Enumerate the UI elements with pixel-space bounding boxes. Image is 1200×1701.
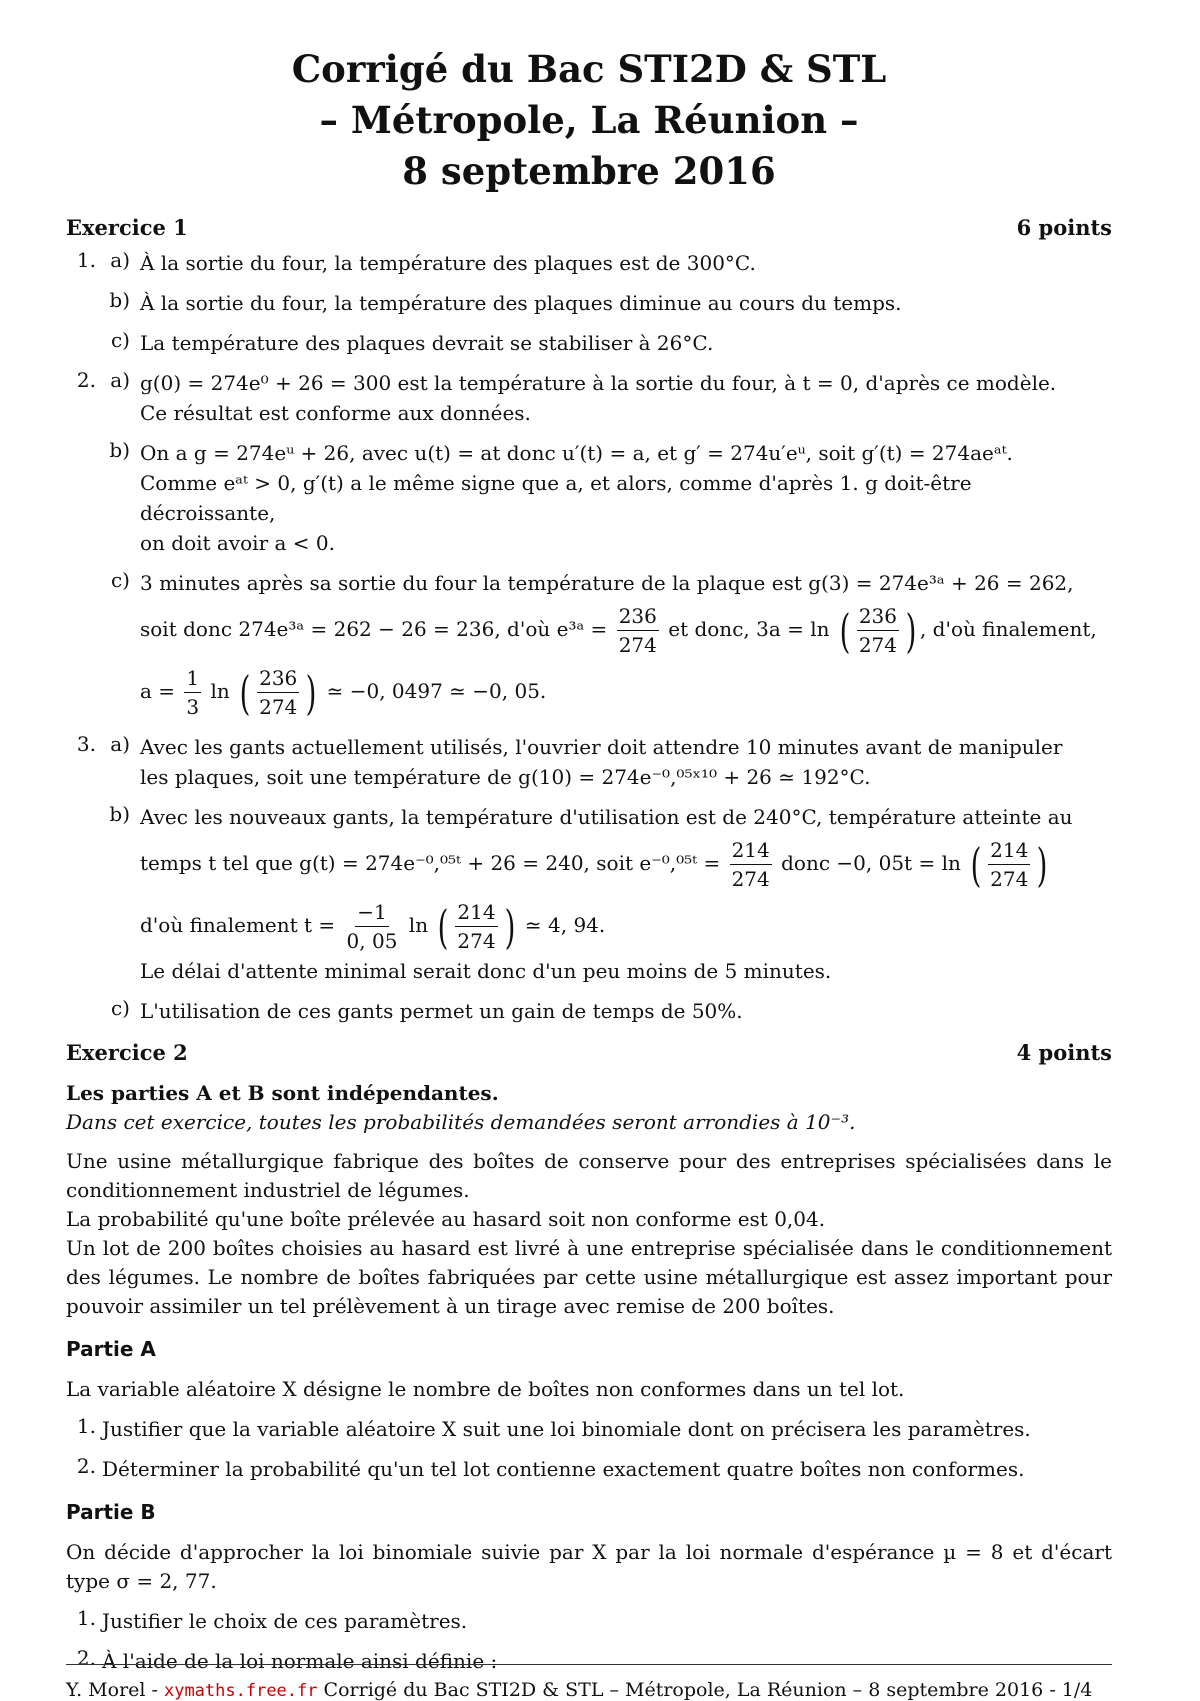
denominator: 274	[731, 867, 770, 891]
question-1	[66, 248, 1112, 368]
question-number: 1.	[76, 248, 96, 272]
question-number: 3.	[76, 732, 96, 756]
denominator: 0, 05	[346, 929, 398, 953]
numerator: 1	[184, 664, 201, 693]
question-number: 2.	[76, 1646, 96, 1670]
numerator: 214	[988, 836, 1030, 865]
answer-line: les plaques, soit une température de g(10) = 274e⁻⁰,⁰⁵ˣ¹⁰ + 26 ≃ 192°C.	[140, 765, 871, 789]
answer-line: On a g = 274eᵘ + 26, avec u(t) = at donc u′(t) = a, et g′ = 274u′eᵘ, soit g′(t) = 274aeᵃᵗ.	[140, 441, 1013, 465]
sub-label: a)	[110, 732, 130, 756]
question-3a	[102, 732, 1112, 792]
exercise-1-title: Exercice 1	[66, 215, 188, 240]
fraction	[345, 898, 400, 955]
numerator: 236	[617, 602, 659, 631]
part-b-intro: On décide d'approcher la loi binomiale suivie par X par la loi normale d'espérance µ = 8 et d'écart type σ = 2, 77.	[66, 1540, 1112, 1593]
text-segment: et donc, 3a = ln	[668, 617, 830, 641]
text-segment: donc −0, 05t = ln	[781, 851, 961, 875]
page-footer	[66, 1664, 1112, 1701]
fraction	[184, 664, 201, 721]
text-segment: ≃ −0, 0497 ≃ −0, 05.	[326, 679, 547, 703]
answer-text: L'utilisation de ces gants permet un gain de temps de 50%.	[140, 999, 743, 1023]
answer-text: À la sortie du four, la température des plaques diminue au cours du temps.	[140, 291, 902, 315]
title-line-3: 8 septembre 2016	[402, 149, 776, 193]
denominator: 3	[186, 695, 200, 719]
paragraph: Un lot de 200 boîtes choisies au hasard est livré à une entreprise spécialisée dans le conditionnement des légumes. Le nombre de boîtes fabriquées par cette usine métallurgique est assez important pour pouvoir assimiler un tel prélèvement à un tirage avec remise de 200 boîtes.	[66, 1236, 1112, 1318]
footer-author: Y. Morel -	[66, 1679, 164, 1701]
parenthesized-fraction: ( $\frac{214}{274}$ )	[438, 899, 515, 954]
footer-text: Corrigé du Bac STI2D & STL – Métropole, La Réunion – 8 septembre 2016 - 1/4	[323, 1679, 1093, 1701]
question-3	[66, 732, 1112, 1036]
parts-independent-note: Les parties A et B sont indépendantes.	[66, 1081, 499, 1105]
part-a-questions	[66, 1414, 1112, 1484]
exercise-1-points: 6 points	[1016, 215, 1112, 240]
sub-label: c)	[110, 568, 130, 592]
exercise-2-header	[66, 1040, 1112, 1065]
answer-line	[140, 660, 1112, 722]
denominator: 274	[457, 929, 496, 953]
answer-line	[140, 894, 1112, 956]
list-item	[66, 1606, 1112, 1636]
sub-label: b)	[109, 288, 130, 312]
answer-line: Avec les gants actuellement utilisés, l'ouvrier doit attendre 10 minutes avant de manipuler	[140, 735, 1063, 759]
text-segment: ln	[210, 679, 230, 703]
text-segment: temps t tel que g(t) = 274e⁻⁰,⁰⁵ᵗ + 26 = 240, soit e⁻⁰,⁰⁵ᵗ =	[140, 851, 721, 875]
exercise-2-title: Exercice 2	[66, 1040, 188, 1065]
denominator: 274	[618, 633, 657, 657]
text-segment: ≃ 4, 94.	[524, 913, 606, 937]
exercise-1-header	[66, 215, 1112, 240]
question-2	[66, 368, 1112, 732]
numerator: 236	[857, 602, 899, 631]
answer-line	[140, 598, 1112, 660]
denominator: 274	[858, 633, 898, 657]
title-line-1: Corrigé du Bac STI2D & STL	[291, 47, 887, 91]
answer-line: g(0) = 274e⁰ + 26 = 300 est la température à la sortie du four, à t = 0, d'après ce modèle.	[140, 371, 1057, 395]
answer-line: on doit avoir a < 0.	[140, 531, 335, 555]
answer-line: 3 minutes après sa sortie du four la température de la plaque est g(3) = 274e³ᵃ + 26 = 262,	[140, 571, 1074, 595]
question-2c	[102, 568, 1112, 722]
sub-label: a)	[110, 248, 130, 272]
sub-label: a)	[110, 368, 130, 392]
footer-site-link[interactable]: xymaths.free.fr	[163, 1681, 318, 1701]
answer-text: À la sortie du four, la température des plaques est de 300°C.	[140, 251, 756, 275]
question-1b	[102, 288, 1112, 318]
numerator: −1	[355, 898, 388, 927]
part-a-intro: La variable aléatoire X désigne le nombre de boîtes non conformes dans un tel lot.	[66, 1377, 905, 1401]
answer-text: La température des plaques devrait se stabiliser à 26°C.	[140, 331, 714, 355]
answer-line	[140, 832, 1112, 894]
text-segment: d'où finalement t =	[140, 913, 336, 937]
question-2a	[102, 368, 1112, 428]
question-text: Justifier le choix de ces paramètres.	[102, 1609, 468, 1633]
question-number: 1.	[76, 1414, 96, 1438]
text-segment: a =	[140, 679, 176, 703]
answer-line: Comme eᵃᵗ > 0, g′(t) a le même signe que a, et alors, comme d'après 1. g doit-être décroissante,	[140, 471, 972, 525]
question-1a	[102, 248, 1112, 278]
parenthesized-fraction: ( $\frac{214}{274}$ )	[970, 837, 1048, 892]
title-line-2: – Métropole, La Réunion –	[319, 98, 859, 142]
question-3b	[102, 802, 1112, 986]
question-number: 2.	[76, 368, 96, 392]
text-segment: , d'où finalement,	[919, 617, 1097, 641]
paragraph: Une usine métallurgique fabrique des boîtes de conserve pour des entreprises spécialisées dans le conditionnement industriel de légumes.	[66, 1149, 1112, 1202]
question-number: 2.	[76, 1454, 96, 1478]
document-title	[66, 44, 1112, 197]
list-item	[66, 1454, 1112, 1484]
part-a-title: Partie A	[66, 1337, 156, 1361]
question-1c	[102, 328, 1112, 358]
paragraph: La probabilité qu'une boîte prélevée au hasard soit non conforme est 0,04.	[66, 1207, 826, 1231]
question-text: Justifier que la variable aléatoire X suit une loi binomiale dont on précisera les paramètres.	[102, 1417, 1031, 1441]
denominator: 274	[990, 867, 1029, 891]
answer-line: Le délai d'attente minimal serait donc d'un peu moins de 5 minutes.	[140, 959, 832, 983]
parenthesized-fraction: ( $\frac{236}{274}$ )	[839, 603, 917, 658]
answer-line: Ce résultat est conforme aux données.	[140, 401, 531, 425]
question-number: 1.	[76, 1606, 96, 1630]
question-text: Déterminer la probabilité qu'un tel lot contienne exactement quatre boîtes non conformes.	[102, 1457, 1025, 1481]
answer-line: Avec les nouveaux gants, la température d'utilisation est de 240°C, température atteinte au	[140, 805, 1073, 829]
sub-label: b)	[109, 438, 130, 462]
sub-label: c)	[110, 328, 130, 352]
rounding-note: Dans cet exercice, toutes les probabilités demandées seront arrondies à 10⁻³.	[66, 1110, 856, 1134]
list-item	[66, 1414, 1112, 1444]
numerator: 236	[257, 664, 299, 693]
sub-label: c)	[110, 996, 130, 1020]
parenthesized-fraction: ( $\frac{236}{274}$ )	[239, 665, 317, 720]
question-3c	[102, 996, 1112, 1026]
fraction	[617, 602, 659, 659]
sub-label: b)	[109, 802, 130, 826]
text-segment: ln	[408, 913, 429, 937]
exercise-2-points: 4 points	[1016, 1040, 1112, 1065]
fraction	[730, 836, 772, 893]
text-segment: soit donc 274e³ᵃ = 262 − 26 = 236, d'où e³ᵃ =	[140, 617, 608, 641]
part-b-title: Partie B	[66, 1500, 156, 1524]
document-page	[66, 44, 1112, 1686]
numerator: 214	[455, 898, 497, 927]
question-text: À l'aide de la loi normale ainsi définie :	[102, 1649, 498, 1673]
numerator: 214	[730, 836, 772, 865]
denominator: 274	[259, 695, 298, 719]
question-2b	[102, 438, 1112, 558]
